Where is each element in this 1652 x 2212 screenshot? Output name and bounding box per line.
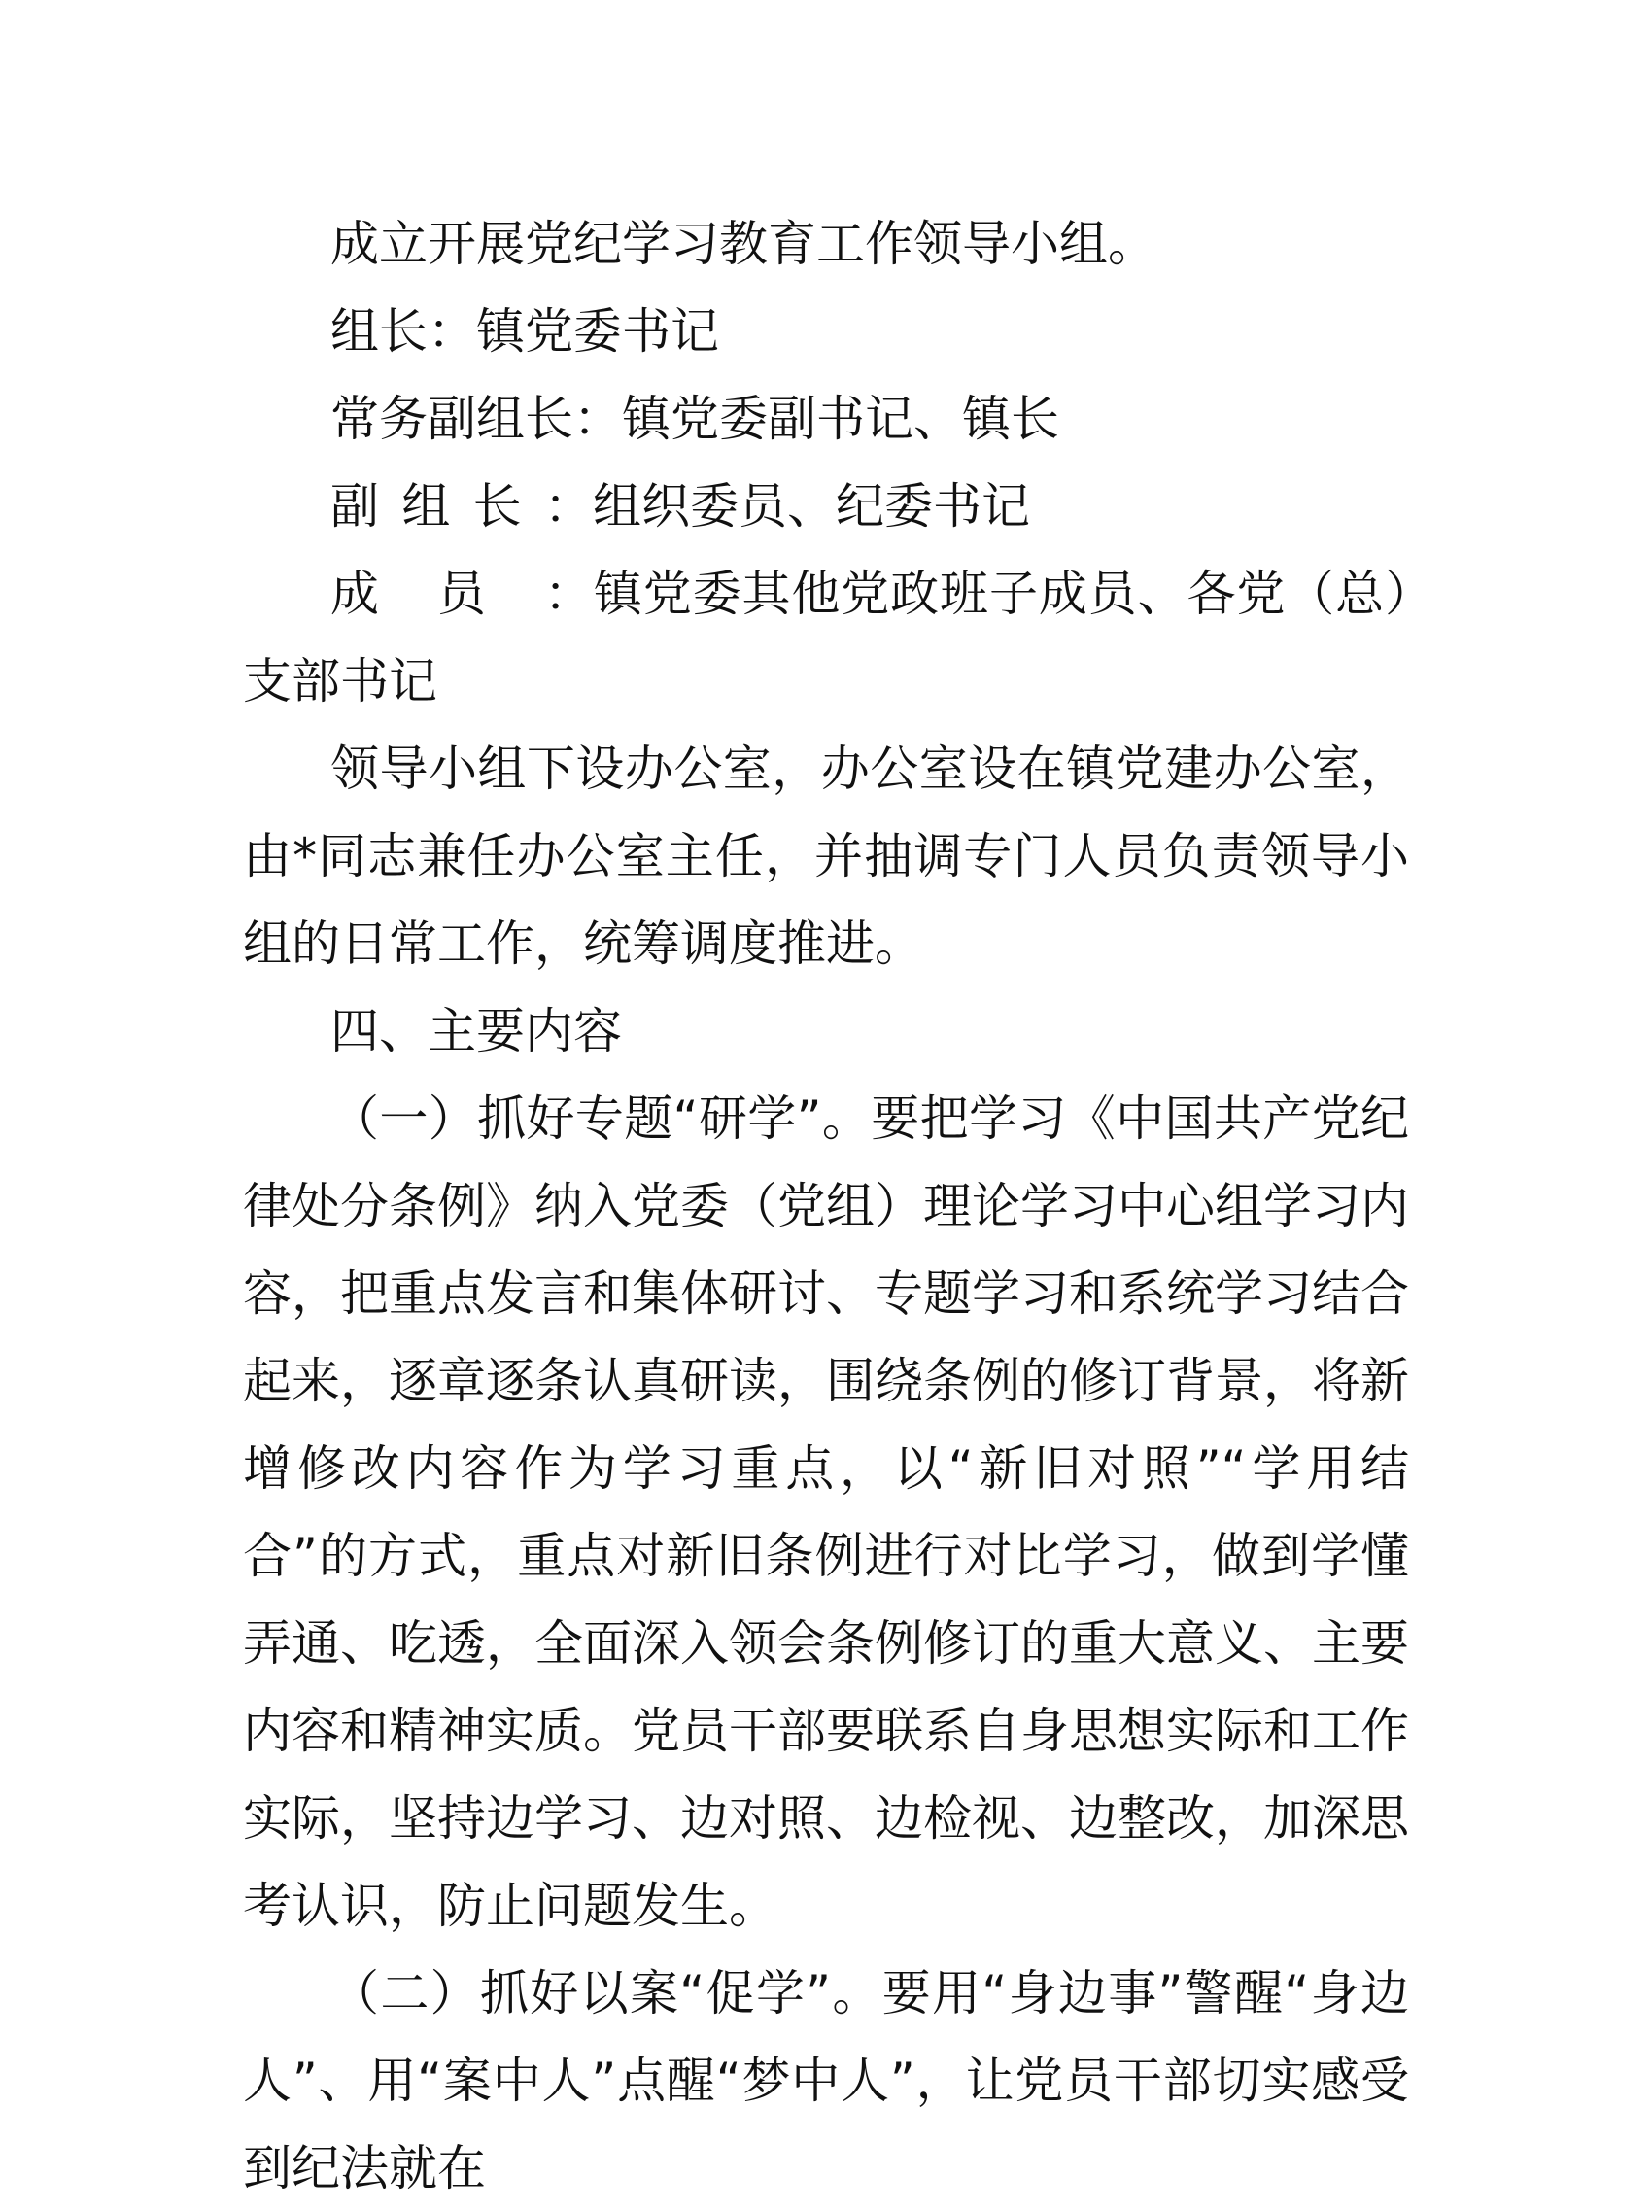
role-line-leader (243, 288, 1409, 375)
role-label-deputy: 副组长： (330, 478, 593, 535)
item-1-paragraph: （一）抓好专题“研学”。要把学习《中国共产党纪律处分条例》纳入党委（党组）理论学习中心组学习内容，把重点发言和集体研讨、专题学习和系统学习结合起来，逐章逐条认真研读，围绕条例的修订背景，将新增修改内容作为学习重点，以“新旧对照”“学用结合”的方式，重点对新旧条例进行对比学习，做到学懂弄通、吃透，全面深入领会条例修订的重大意义、主要内容和精神实质。党员干部要联系自身思想实际和工作实际，坚持边学习、边对照、边检视、边整改，加深思考认识，防止问题发生。 (243, 1090, 1409, 1934)
members-label: 成员： (330, 566, 593, 622)
office-paragraph: 领导小组下设办公室，办公室设在镇党建办公室，由*同志兼任办公室主任，并抽调专门人员负责领导小组的日常工作，统筹调度推进。 (243, 741, 1409, 972)
section-heading: 四、主要内容 (330, 1003, 622, 1059)
item-2-paragraph: （二）抓好以案“促学”。要用“身边事”警醒“身边人”、用“案中人”点醒“梦中人”，让党员干部切实感受到纪法就在 (243, 1965, 1409, 2196)
role-line-deputy (243, 463, 1409, 550)
role-label-leader: 组长： (330, 303, 476, 360)
role-label-executive-deputy: 常务副组长： (330, 391, 622, 447)
members-line (243, 550, 1409, 725)
members-value: 镇党委其他党政班子成员、各党（总）支部书记 (243, 566, 1409, 709)
role-value-deputy: 组织委员、纪委书记 (593, 478, 1030, 535)
document-body (243, 200, 1409, 2212)
intro-paragraph: 成立开展党纪学习教育工作领导小组。 (330, 216, 1156, 272)
role-value-executive-deputy: 镇党委副书记、镇长 (622, 391, 1059, 447)
role-line-executive-deputy (243, 375, 1409, 463)
role-value-leader: 镇党委书记 (476, 303, 719, 360)
